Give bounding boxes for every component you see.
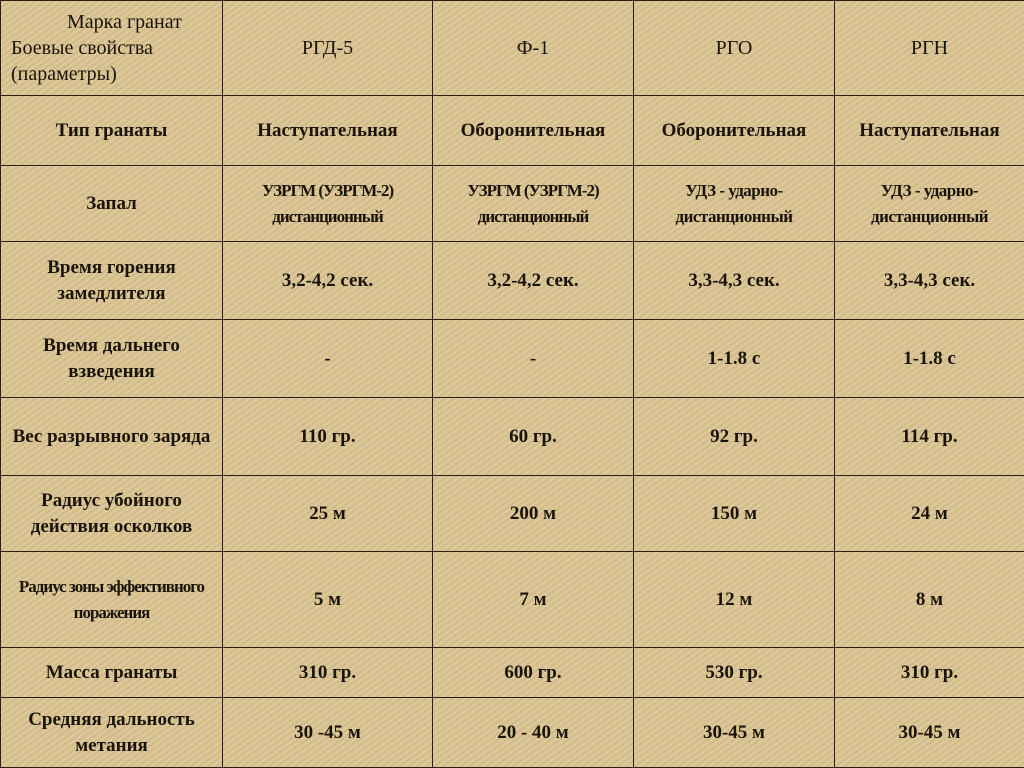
table-row	[1, 476, 1024, 552]
table-cell: 150 м	[634, 476, 835, 552]
table-cell: 12 м	[634, 552, 835, 648]
row-label: Время горения замедлителя	[1, 242, 223, 320]
row-label: Вес разрывного заряда	[1, 398, 223, 476]
table-cell: 20 - 40 м	[433, 698, 634, 768]
table-cell: 25 м	[223, 476, 433, 552]
row-label: Запал	[1, 166, 223, 242]
table-cell: 1-1.8 с	[634, 320, 835, 398]
table-cell: УДЗ - ударно-дистанционный	[634, 166, 835, 242]
table-row	[1, 698, 1024, 768]
table-cell: 1-1.8 с	[835, 320, 1024, 398]
table-cell: 3,2-4,2 сек.	[433, 242, 634, 320]
table-cell: 310 гр.	[223, 648, 433, 698]
row-label: Радиус зоны эффективного поражения	[1, 552, 223, 648]
table-cell: 5 м	[223, 552, 433, 648]
row-label: Средняя дальность метания	[1, 698, 223, 768]
table-cell: 7 м	[433, 552, 634, 648]
row-label: Время дальнего взведения	[1, 320, 223, 398]
table-cell: 310 гр.	[835, 648, 1024, 698]
table-cell: -	[223, 320, 433, 398]
table-cell: 3,3-4,3 сек.	[835, 242, 1024, 320]
corner-title-parameters: (параметры)	[11, 61, 216, 87]
table-row	[1, 96, 1024, 166]
table-cell: 30 -45 м	[223, 698, 433, 768]
table-cell: УЗРГМ (УЗРГМ-2) дистанционный	[223, 166, 433, 242]
table-row	[1, 166, 1024, 242]
table-row	[1, 320, 1024, 398]
corner-header-cell	[1, 1, 223, 96]
column-header-rgd5: РГД-5	[223, 1, 433, 96]
column-header-f1: Ф-1	[433, 1, 634, 96]
table-cell: Наступательная	[835, 96, 1024, 166]
table-cell: 8 м	[835, 552, 1024, 648]
table-cell: 530 гр.	[634, 648, 835, 698]
table-cell: 24 м	[835, 476, 1024, 552]
row-label: Тип гранаты	[1, 96, 223, 166]
table-cell: 3,3-4,3 сек.	[634, 242, 835, 320]
table-row	[1, 398, 1024, 476]
column-header-rgo: РГО	[634, 1, 835, 96]
table-cell: Оборонительная	[634, 96, 835, 166]
header-row	[1, 1, 1024, 96]
table-cell: 92 гр.	[634, 398, 835, 476]
table-cell: 114 гр.	[835, 398, 1024, 476]
corner-title-grenade-brand: Марка гранат	[11, 9, 216, 35]
table-row	[1, 552, 1024, 648]
table-cell: -	[433, 320, 634, 398]
table-cell: 200 м	[433, 476, 634, 552]
row-label: Радиус убойного действия осколков	[1, 476, 223, 552]
table-cell: 30-45 м	[634, 698, 835, 768]
table-cell: УЗРГМ (УЗРГМ-2) дистанционный	[433, 166, 634, 242]
table-row	[1, 648, 1024, 698]
table-cell: 30-45 м	[835, 698, 1024, 768]
corner-title-combat-properties: Боевые свойства	[11, 35, 216, 61]
table-row	[1, 242, 1024, 320]
column-header-rgn: РГН	[835, 1, 1024, 96]
table-cell: 60 гр.	[433, 398, 634, 476]
table-cell: 3,2-4,2 сек.	[223, 242, 433, 320]
table-cell: Наступательная	[223, 96, 433, 166]
table-cell: Оборонительная	[433, 96, 634, 166]
row-label: Масса гранаты	[1, 648, 223, 698]
table-cell: 600 гр.	[433, 648, 634, 698]
table-cell: 110 гр.	[223, 398, 433, 476]
table-cell: УДЗ - ударно-дистанционный	[835, 166, 1024, 242]
